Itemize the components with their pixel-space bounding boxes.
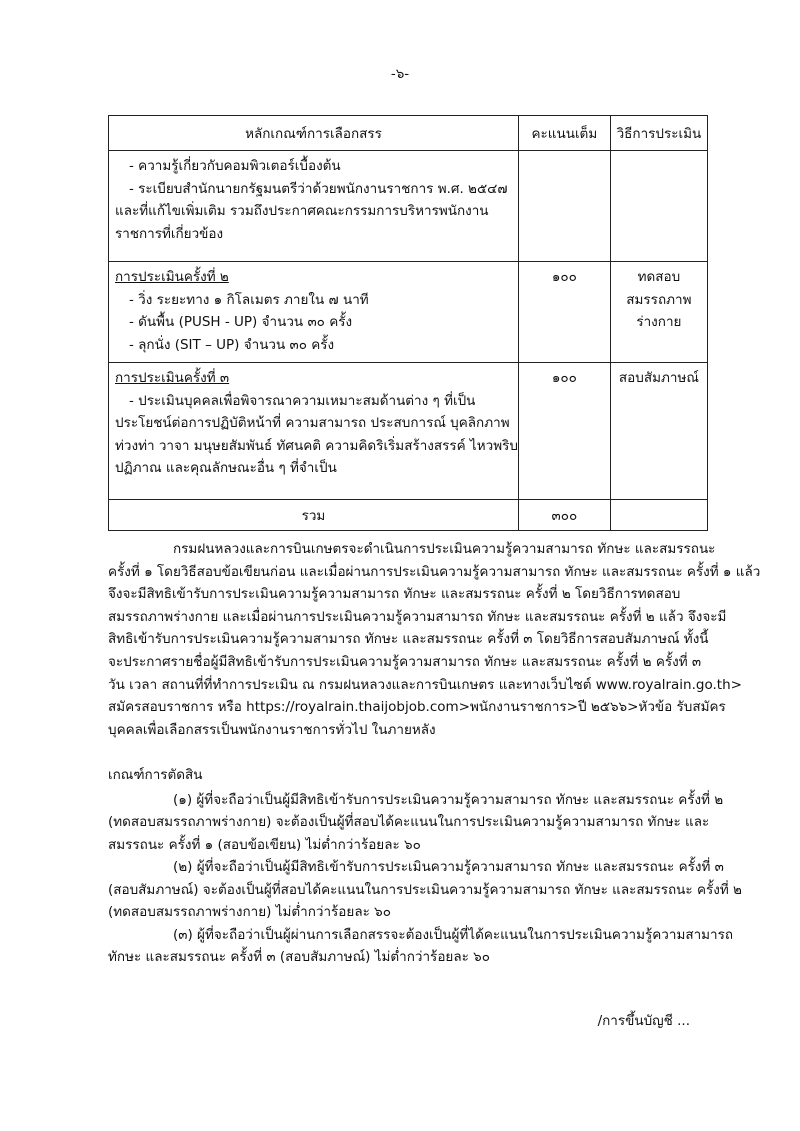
paragraph-line: ครั้งที่ ๑ โดยวิธีสอบข้อเขียนก่อน และเมื่อผ่านการประเมินความรู้ความสามารถ ทักษะ และสมรรถนะ ครั้งที่ ๑ แล้ว bbox=[108, 564, 761, 580]
method-line: สอบสัมภาษณ์ bbox=[618, 370, 699, 386]
method-line: ทดสอบ bbox=[637, 269, 681, 285]
score-value: ๑๐๐ bbox=[551, 269, 577, 285]
table-row bbox=[109, 151, 708, 262]
criteria-cell bbox=[109, 262, 519, 363]
criteria-line: (สอบสัมภาษณ์) จะต้องเป็นผู้ที่สอบได้คะแนนในการประเมินความรู้ความสามารถ ทักษะ และสมรรถนะ ครั้งที่ ๒ bbox=[108, 882, 742, 898]
paragraph-line: กรมฝนหลวงและการบินเกษตรจะดำเนินการประเมินความรู้ความสามารถ ทักษะ และสมรรถนะ bbox=[173, 541, 716, 557]
paragraph-line: สมัครสอบราชการ หรือ https://royalrain.thaijobjob.com>พนักงานราชการ>ปี ๒๕๖๖>หัวข้อ รับสมัคร bbox=[108, 699, 726, 715]
total-method-empty bbox=[610, 500, 707, 531]
header-criteria: หลักเกณฑ์การเลือกสรร bbox=[109, 116, 519, 151]
total-label: รวม bbox=[109, 500, 519, 531]
method-cell bbox=[610, 363, 707, 500]
score-cell bbox=[518, 262, 610, 363]
criteria-line: - ความรู้เกี่ยวกับคอมพิวเตอร์เบื้องต้น bbox=[129, 158, 341, 174]
score-cell bbox=[518, 151, 610, 262]
assessment-3-title: การประเมินครั้งที่ ๓ bbox=[115, 370, 230, 386]
criteria-line: สมรรถนะ ครั้งที่ ๑ (สอบข้อเขียน) ไม่ต่ำกว่าร้อยละ ๖๐ bbox=[108, 837, 421, 853]
score-value: ๑๐๐ bbox=[551, 370, 577, 386]
criteria-cell bbox=[109, 363, 519, 500]
criteria-heading: เกณฑ์การตัดสิน bbox=[108, 767, 203, 783]
paragraph-line: สมรรถภาพร่างกาย และเมื่อผ่านการประเมินความรู้ความสามารถ ทักษะ และสมรรถนะ ครั้งที่ ๒ แล้ว จึงจะมี bbox=[108, 609, 727, 625]
score-cell bbox=[518, 363, 610, 500]
total-row bbox=[109, 500, 708, 531]
header-full-score: คะแนนเต็ม bbox=[518, 116, 610, 151]
criteria-line: - วิ่ง ระยะทาง ๑ กิโลเมตร ภายใน ๗ นาที bbox=[129, 291, 369, 308]
criteria-line: (ทดสอบสมรรถภาพร่างกาย) ไม่ต่ำกว่าร้อยละ ๖๐ bbox=[108, 904, 391, 920]
criteria-line: (๒) ผู้ที่จะถือว่าเป็นผู้มีสิทธิเข้ารับการประเมินความรู้ความสามารถ ทักษะ และสมรรถนะ ครั้งที่ ๓ bbox=[173, 859, 724, 875]
total-score: ๓๐๐ bbox=[518, 500, 610, 531]
criteria-line: (๓) ผู้ที่จะถือว่าเป็นผู้ผ่านการเลือกสรรจะต้องเป็นผู้ที่ได้คะแนนในการประเมินความรู้ความสามารถ bbox=[173, 927, 734, 943]
criteria-line: (๑) ผู้ที่จะถือว่าเป็นผู้มีสิทธิเข้ารับการประเมินความรู้ความสามารถ ทักษะ และสมรรถนะ ครั้งที่ ๒ bbox=[173, 792, 724, 808]
method-cell bbox=[610, 262, 707, 363]
method-line: สมรรถภาพ bbox=[626, 291, 692, 308]
continuation-note: /การขึ้นบัญชี ... bbox=[597, 1013, 690, 1029]
criteria-line: ประโยชน์ต่อการปฏิบัติหน้าที่ ความสามารถ ประสบการณ์ บุคลิกภาพ bbox=[115, 415, 510, 431]
criteria-line: - ลุกนั่ง (SIT – UP) จำนวน ๓๐ ครั้ง bbox=[129, 336, 335, 353]
criteria-line: และที่แก้ไขเพิ่มเติม รวมถึงประกาศคณะกรรมการบริหารพนักงาน bbox=[115, 203, 489, 219]
assessment-2-title: การประเมินครั้งที่ ๒ bbox=[115, 269, 229, 285]
criteria-line: ปฏิภาณ และคุณลักษณะอื่น ๆ ที่จำเป็น bbox=[115, 460, 337, 476]
method-cell bbox=[610, 151, 707, 262]
table-header-row bbox=[109, 116, 708, 151]
criteria-line: (ทดสอบสมรรถภาพร่างกาย) จะต้องเป็นผู้ที่สอบได้คะแนนในการประเมินความรู้ความสามารถ ทักษะ และ bbox=[108, 814, 710, 830]
criteria-line: - ระเบียบสำนักนายกรัฐมนตรีว่าด้วยพนักงานราชการ พ.ศ. ๒๕๔๗ bbox=[129, 180, 508, 197]
method-line: ร่างกาย bbox=[636, 314, 682, 330]
criteria-line: ราชการที่เกี่ยวข้อง bbox=[115, 225, 224, 242]
table-row bbox=[109, 363, 708, 500]
paragraph-line: สิทธิเข้ารับการประเมินความรู้ความสามารถ ทักษะ และสมรรถนะ ครั้งที่ ๓ โดยวิธีการสอบสัมภาษณ์ ทั้งนี้ bbox=[108, 631, 709, 647]
paragraph-line: จึงจะมีสิทธิเข้ารับการประเมินความรู้ความสามารถ ทักษะ และสมรรถนะ ครั้งที่ ๒ โดยวิธีการทดสอบ bbox=[108, 586, 681, 602]
criteria-line: ทักษะ และสมรรถนะ ครั้งที่ ๓ (สอบสัมภาษณ์) ไม่ต่ำกว่าร้อยละ ๖๐ bbox=[108, 949, 490, 965]
selection-criteria-table bbox=[108, 115, 708, 531]
criteria-line: - ดันพื้น (PUSH - UP) จำนวน ๓๐ ครั้ง bbox=[129, 314, 353, 330]
criteria-line: - ประเมินบุคคลเพื่อพิจารณาความเหมาะสมด้านต่าง ๆ ที่เป็น bbox=[129, 392, 476, 409]
paragraph-line: วัน เวลา สถานที่ที่ทำการประเมิน ณ กรมฝนหลวงและการบินเกษตร และทางเว็บไซต์ www.royalrain.go.th> bbox=[108, 677, 742, 693]
header-method: วิธีการประเมิน bbox=[610, 116, 707, 151]
page-number: -๖- bbox=[390, 66, 410, 82]
paragraph-line: จะประกาศรายชื่อผู้มีสิทธิเข้ารับการประเมินความรู้ความสามารถ ทักษะ และสมรรถนะ ครั้งที่ ๒ ครั้งที่ ๓ bbox=[108, 654, 702, 670]
criteria-line: ท่วงท่า วาจา มนุษยสัมพันธ์ ทัศนคติ ความคิดริเริ่มสร้างสรรค์ ไหวพริบ bbox=[115, 437, 518, 454]
paragraph-line: บุคคลเพื่อเลือกสรรเป็นพนักงานราชการทั่วไป ในภายหลัง bbox=[108, 722, 436, 738]
table-row bbox=[109, 262, 708, 363]
criteria-cell bbox=[109, 151, 519, 262]
